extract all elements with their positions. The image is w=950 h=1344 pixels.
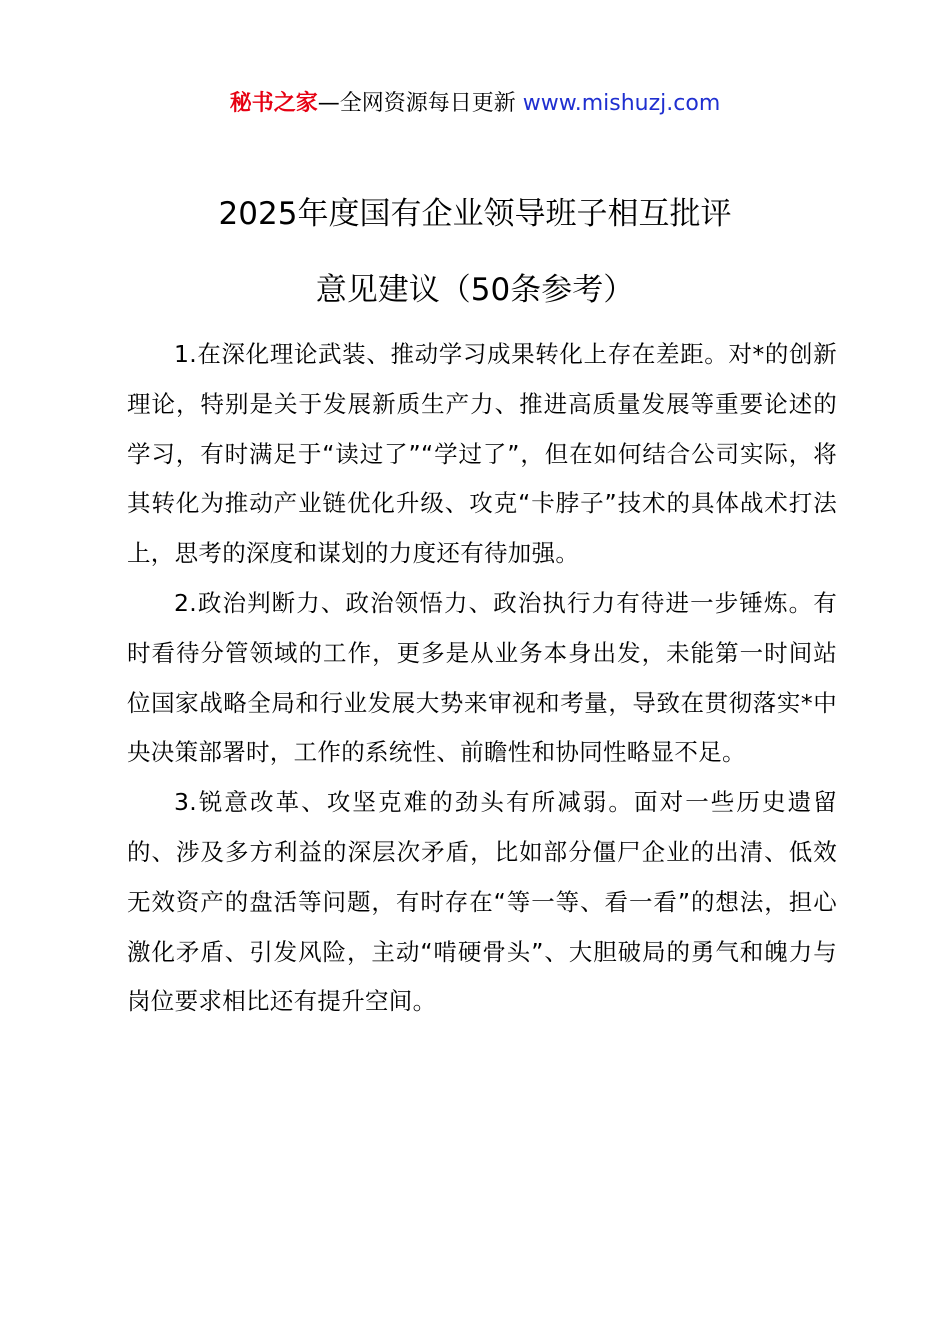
document-body (127, 330, 837, 1027)
title-line-2: 意见建议（50条参考） (315, 272, 635, 308)
paragraph-3: 3.锐意改革、攻坚克难的劲头有所减弱。面对一些历史遗留的、涉及多方利益的深层次矛盾，比如部分僵尸企业的出清、低效无效资产的盘活等问题，有时存在“等一等、看一看”的想法，担心激化矛盾、引发风险，主动“啃硬骨头”、大胆破局的勇气和魄力与岗位要求相比还有提升空间。 (127, 788, 837, 1016)
site-header (0, 88, 950, 120)
site-brand: 秘书之家 (229, 91, 318, 116)
document-title (0, 176, 950, 328)
site-tagline: —全网资源每日更新 (317, 91, 523, 116)
site-url-link[interactable]: www.mishuzj.com (522, 91, 721, 116)
paragraph-1: 1.在深化理论武装、推动学习成果转化上存在差距。对*的创新理论，特别是关于发展新质生产力、推进高质量发展等重要论述的学习，有时满足于“读过了”“学过了”，但在如何结合公司实际，将其转化为推动产业链优化升级、攻克“卡脖子”技术的具体战术打法上，思考的深度和谋划的力度还有待加强。 (127, 340, 837, 568)
paragraph-2: 2.政治判断力、政治领悟力、政治执行力有待进一步锤炼。有时看待分管领域的工作，更多是从业务本身出发，未能第一时间站位国家战略全局和行业发展大势来审视和考量，导致在贯彻落实*中央决策部署时，工作的系统性、前瞻性和协同性略显不足。 (127, 588, 837, 767)
title-line-1: 2025年度国有企业领导班子相互批评 (218, 196, 732, 232)
